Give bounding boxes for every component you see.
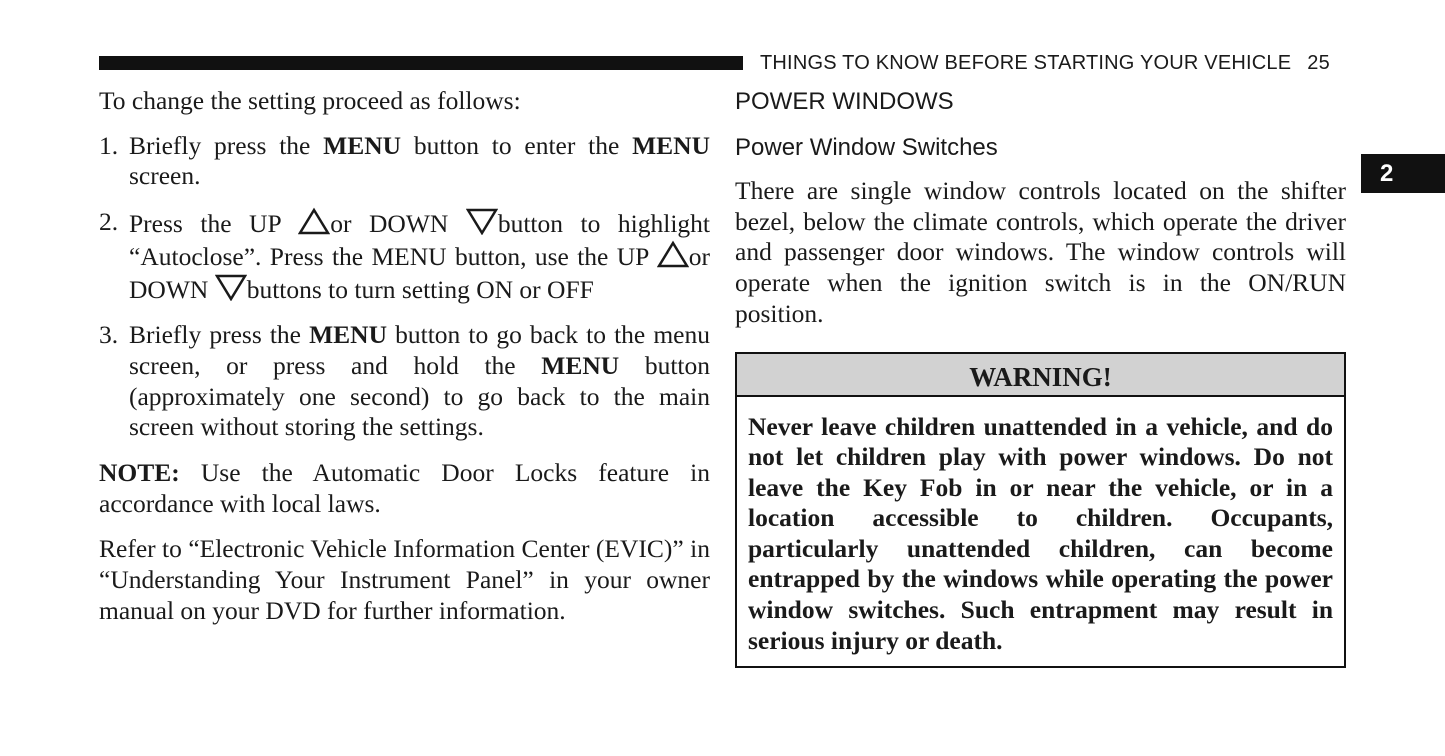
warning-box: [735, 352, 1346, 669]
step-3: [99, 320, 710, 443]
intro-text: To change the setting proceed as follows:: [99, 86, 521, 115]
step-1: [99, 131, 710, 192]
menu-keyword: MENU: [323, 130, 402, 160]
step-text: Press the UP: [129, 209, 299, 239]
down-triangle-icon: [466, 207, 498, 235]
note-label: NOTE:: [99, 458, 180, 488]
right-column: [735, 86, 1346, 668]
down-triangle-icon: [215, 273, 247, 301]
steps-list: [99, 131, 710, 443]
refer-paragraph: Refer to “Electronic Vehicle Information Center (EVIC)” in “Understanding Your Instrument Panel” in your owner manual on your DVD for further information.: [99, 534, 710, 625]
step-text: button to go back to the menu screen, or press and hold the: [129, 320, 710, 380]
step-text: button to enter the: [401, 130, 633, 160]
note-paragraph: [99, 458, 710, 519]
step-text: button to highlight “Autoclose”. Press the MENU button, use the UP: [129, 209, 710, 271]
step-text: button (approximately one second) to go back to the main screen without storing the settings.: [129, 350, 711, 442]
step-text: screen.: [129, 161, 201, 191]
step-text: Briefly press the: [129, 130, 324, 160]
running-title: THINGS TO KNOW BEFORE STARTING YOUR VEHICLE: [760, 52, 1292, 74]
subsection-heading: Power Window Switches: [735, 134, 998, 161]
running-header: [760, 52, 1350, 75]
header-rule: [99, 56, 743, 70]
menu-keyword: MENU: [632, 130, 711, 160]
section-heading: POWER WINDOWS: [735, 88, 954, 115]
menu-keyword: MENU: [309, 320, 388, 350]
chapter-tab: 2: [1361, 154, 1445, 193]
body-paragraph: There are single window controls located on the shifter bezel, below the climate controls, which operate the driver and passenger door windows. The window controls will operate when the ignition switch is in the ON/RUN position.: [735, 176, 1346, 328]
step-text: Briefly press the: [129, 320, 310, 350]
step-number: 2.: [99, 207, 119, 237]
note-text: Use the Automatic Door Locks feature in accordance with local laws.: [99, 458, 710, 518]
up-triangle-icon: [298, 207, 330, 235]
warning-text: Never leave children unattended in a vehicle, and do not let children play with power windows. Do not leave the Key Fob in or near the vehicle, or in a location accessible to children. Occupants, particularly unattended children, can become entrapped by the windows while operating the power window switches. Such entrapment may result in serious injury or death.: [748, 411, 1333, 655]
up-triangle-icon: [657, 240, 689, 268]
step-text: buttons to turn setting ON or OFF: [246, 274, 594, 304]
step-2: [99, 207, 710, 305]
warning-title: WARNING!: [737, 354, 1344, 397]
step-text: or DOWN: [129, 241, 710, 304]
left-column: [99, 86, 710, 627]
page-number: 25: [1307, 52, 1330, 74]
step-text: or DOWN: [330, 209, 466, 239]
step-number: 1.: [99, 130, 119, 160]
menu-keyword: MENU: [541, 350, 620, 380]
step-number: 3.: [99, 320, 119, 350]
